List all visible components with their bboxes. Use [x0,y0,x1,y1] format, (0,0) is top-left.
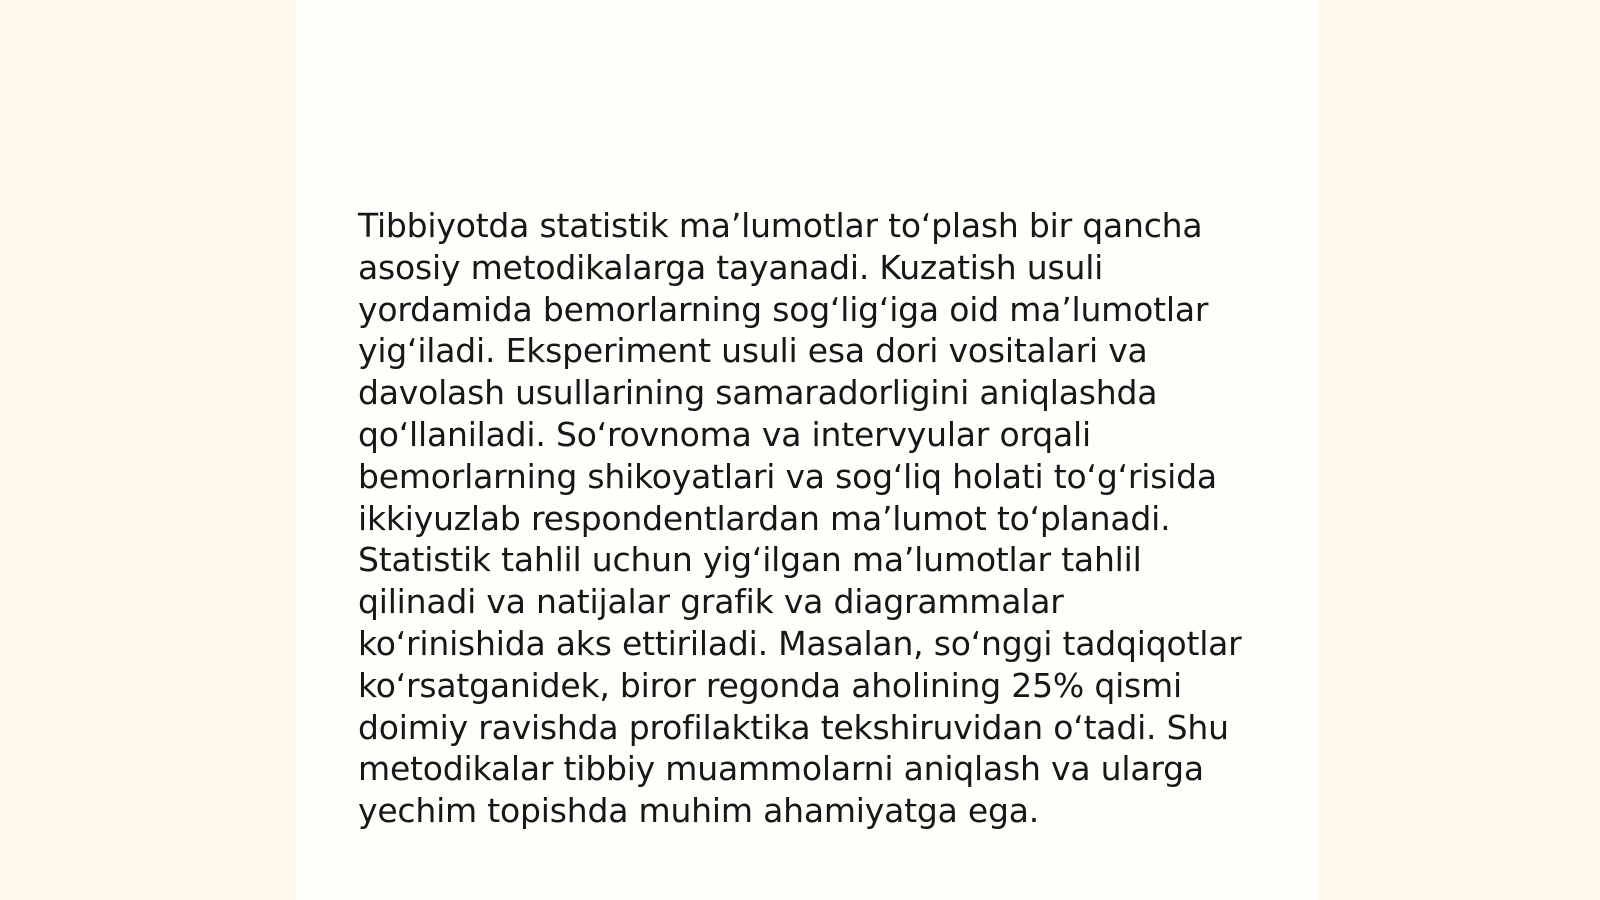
paragraph-line: bemorlarning shikoyatlari va sog‘liq holati to‘g‘risida [358,456,1217,496]
paragraph-line: ko‘rinishida aks ettiriladi. Masalan, so‘nggi tadqiqotlar [358,623,1242,663]
paragraph-line: qilinadi va natijalar grafik va diagrammalar [358,582,1064,622]
paragraph-line: davolash usullarining samaradorligini aniqlashda [358,373,1158,413]
paragraph-line: Statistik tahlil uchun yig‘ilgan ma’lumotlar tahlil [358,540,1142,580]
paragraph-line: asosiy metodikalarga tayanadi. Kuzatish usuli [358,247,1104,287]
document-page [296,0,1318,900]
paragraph-line: yechim topishda muhim ahamiyatga ega. [358,791,1040,831]
paragraph-line: Tibbiyotda statistik ma’lumotlar to‘plash bir qancha [358,206,1203,245]
body-paragraph [358,205,1258,832]
paragraph-line: ikkiyuzlab respondentlardan ma’lumot to‘planadi. [358,498,1171,538]
paragraph-line: yig‘iladi. Eksperiment usuli esa dori vositalari va [358,331,1148,371]
paragraph-line: qo‘llaniladi. So‘rovnoma va intervyular orqali [358,414,1091,454]
paragraph-line: doimiy ravishda profilaktika tekshiruvidan o‘tadi. Shu [358,707,1229,747]
paragraph-line: yordamida bemorlarning sog‘lig‘iga oid ma’lumotlar [358,289,1209,329]
paragraph-line: ko‘rsatganidek, biror regonda aholining 25% qismi [358,665,1182,705]
paragraph-line: metodikalar tibbiy muammolarni aniqlash va ularga [358,749,1204,789]
